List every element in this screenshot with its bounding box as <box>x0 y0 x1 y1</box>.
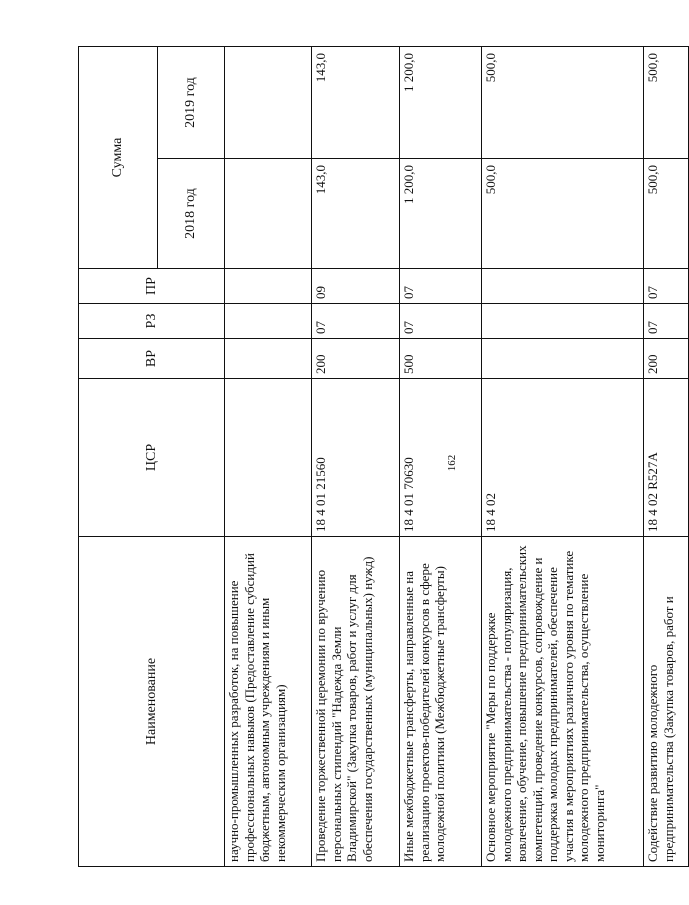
table-row <box>644 47 689 867</box>
cell-csr: 18 4 01 70630 <box>400 379 482 537</box>
header-vr: ВР <box>79 339 225 379</box>
cell-sum-2018: 500,0 <box>482 159 644 269</box>
cell-pr <box>225 269 312 304</box>
cell-sum-2018: 1 200,0 <box>400 159 482 269</box>
cell-sum-2019: 143,0 <box>312 47 400 159</box>
header-year-2018: 2018 год <box>158 159 225 269</box>
cell-vr <box>225 339 312 379</box>
cell-vr: 200 <box>312 339 400 379</box>
cell-sum-2018: 143,0 <box>312 159 400 269</box>
cell-vr: 500 <box>400 339 482 379</box>
cell-rz <box>482 304 644 339</box>
cell-rz: 07 <box>312 304 400 339</box>
cell-sum-2019: 500,0 <box>644 47 689 159</box>
cell-name: Содействие развитию молодежного предпринимательства (Закупка товаров, работ и <box>644 537 689 867</box>
header-name: Наименование <box>79 537 225 867</box>
rotated-page-content <box>78 47 676 867</box>
cell-name: Иные межбюджетные трансферты, направленные на реализацию проектов-победителей конкурсов в сфере молодежной политики (Межбюджетные трансферты) <box>400 537 482 867</box>
cell-sum-2019 <box>225 47 312 159</box>
cell-rz: 07 <box>644 304 689 339</box>
cell-csr: 18 4 02 R527A <box>644 379 689 537</box>
cell-vr: 200 <box>644 339 689 379</box>
cell-vr <box>482 339 644 379</box>
cell-csr: 18 4 01 21560 <box>312 379 400 537</box>
cell-pr <box>482 269 644 304</box>
cell-csr: 18 4 02 <box>482 379 644 537</box>
header-year-2019: 2019 год <box>158 47 225 159</box>
header-rz: РЗ <box>79 304 225 339</box>
cell-csr <box>225 379 312 537</box>
cell-pr: 09 <box>312 269 400 304</box>
cell-sum-2019: 500,0 <box>482 47 644 159</box>
budget-table <box>78 46 689 867</box>
header-pr: ПР <box>79 269 225 304</box>
cell-name: Основное мероприятие "Меры по поддержке молодежного предпринимательства - популяризация, вовлечение, обучение, повышение предпринимательских компетенций, проведение конкурсов, сопровождение и поддержка молодых предпринимателей, обеспечение участия в мероприятиях различного уровня по тематике молодежного предпринимательства, осуществление мониторинга" <box>482 537 644 867</box>
cell-pr: 07 <box>400 269 482 304</box>
header-row <box>79 47 158 867</box>
table-row <box>312 47 400 867</box>
cell-pr: 07 <box>644 269 689 304</box>
cell-name: научно-промышленных разработок, на повышение профессиональных навыков (Предоставление субсидий бюджетным, автономным учреждениям и иным некоммерческим организациям) <box>225 537 312 867</box>
cell-sum-2018 <box>225 159 312 269</box>
header-sum: Сумма <box>79 47 158 269</box>
table-row <box>482 47 644 867</box>
cell-sum-2019: 1 200,0 <box>400 47 482 159</box>
table-row <box>400 47 482 867</box>
header-csr: ЦСР <box>79 379 225 537</box>
cell-rz <box>225 304 312 339</box>
cell-name: Проведение торжественной церемонии по вручению персональных стипендий "Надежда Земли Владимирской" (Закупка товаров, работ и услуг для обеспечения государственных (муниципальных) нужд) <box>312 537 400 867</box>
cell-sum-2018: 500,0 <box>644 159 689 269</box>
cell-rz: 07 <box>400 304 482 339</box>
table-row <box>225 47 312 867</box>
